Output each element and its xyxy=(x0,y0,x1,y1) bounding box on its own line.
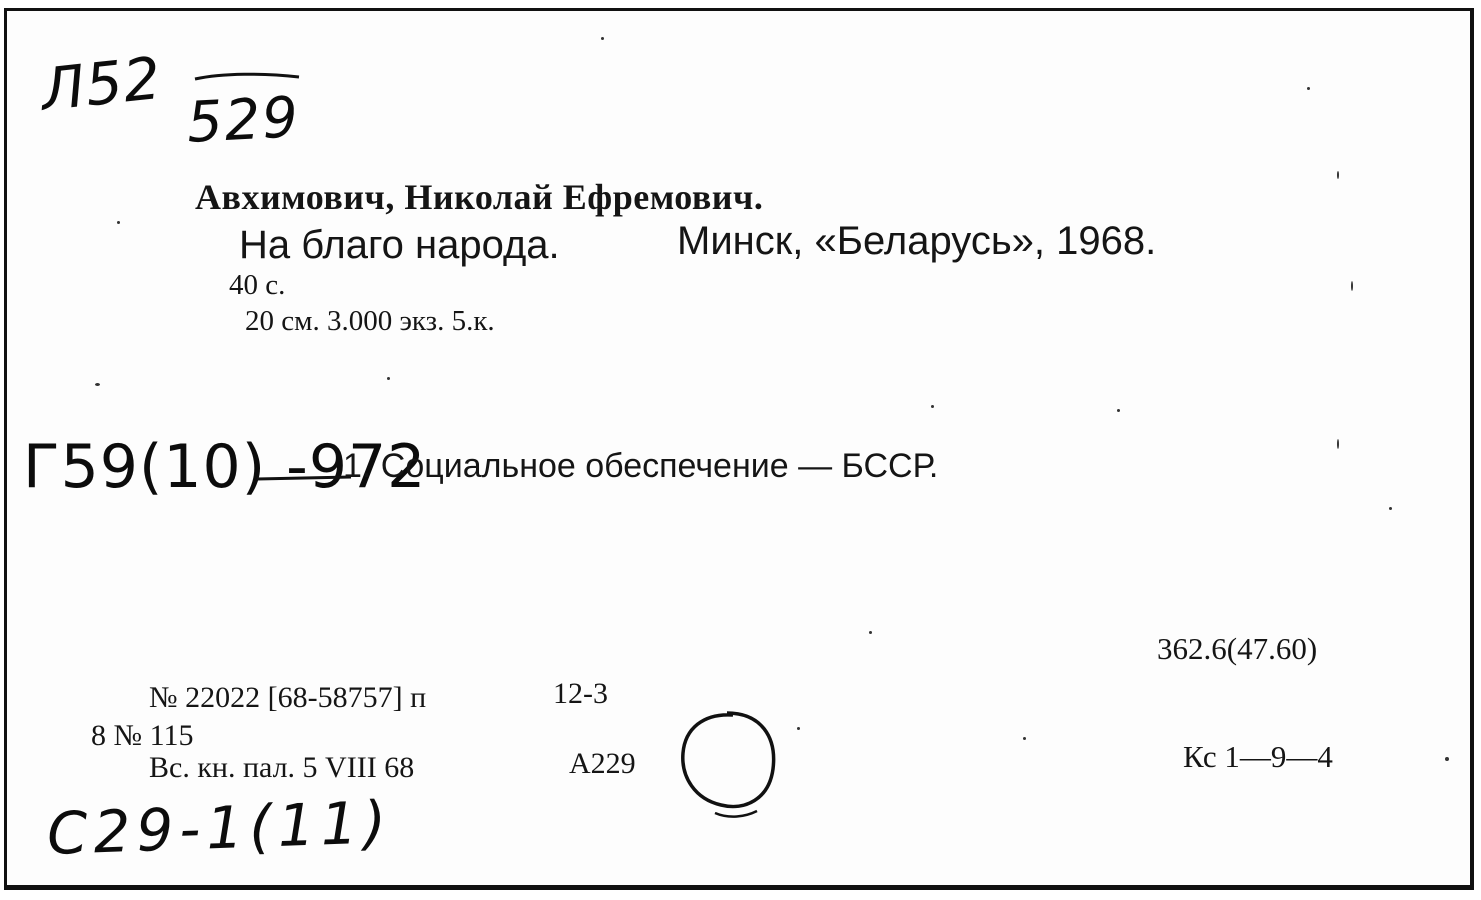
classification-handwritten: Г59(10) -972 xyxy=(23,432,427,502)
speck xyxy=(1337,439,1339,449)
speck xyxy=(1337,171,1339,179)
author-heading: Авхимович, Николай Ефремович. xyxy=(195,177,764,217)
udc-number: 362.6(47.60) xyxy=(1157,631,1318,666)
call-number-divider xyxy=(193,71,303,83)
classification-strike xyxy=(255,471,355,485)
speck xyxy=(1307,87,1310,90)
line-number: 8 № 115 xyxy=(91,719,194,752)
call-number-bottom: 529 xyxy=(185,85,302,156)
speck xyxy=(797,727,800,730)
speck xyxy=(387,377,390,380)
catalog-card xyxy=(4,8,1474,890)
speck xyxy=(1445,757,1449,761)
speck xyxy=(1023,737,1026,740)
speck xyxy=(601,37,604,40)
page-count: 40 с. xyxy=(229,269,286,301)
speck xyxy=(931,405,934,408)
subject-heading: 1. Социальное обеспечение — БССР. xyxy=(343,447,939,485)
bottom-handwritten-code: C29-1(11) xyxy=(45,787,394,869)
speck xyxy=(95,383,100,386)
kc-code: Кс 1—9—4 xyxy=(1183,739,1333,774)
physical-description: 20 см. 3.000 экз. 5.к. xyxy=(245,305,495,337)
book-title: На благо народа. xyxy=(239,223,560,267)
circle-stamp xyxy=(675,707,785,827)
speck xyxy=(1351,281,1353,291)
order-code: 12-3 xyxy=(553,677,608,710)
order-number: № 22022 [68-58757] п xyxy=(149,681,427,714)
speck xyxy=(869,631,872,634)
chamber-note: Вс. кн. пал. 5 VIII 68 xyxy=(149,751,415,784)
speck xyxy=(1389,507,1392,510)
speck xyxy=(1117,409,1120,412)
call-number-top: Л52 xyxy=(37,43,165,125)
printer-code: А229 xyxy=(569,747,636,780)
speck xyxy=(117,221,120,224)
book-imprint: Минск, «Беларусь», 1968. xyxy=(677,219,1157,263)
